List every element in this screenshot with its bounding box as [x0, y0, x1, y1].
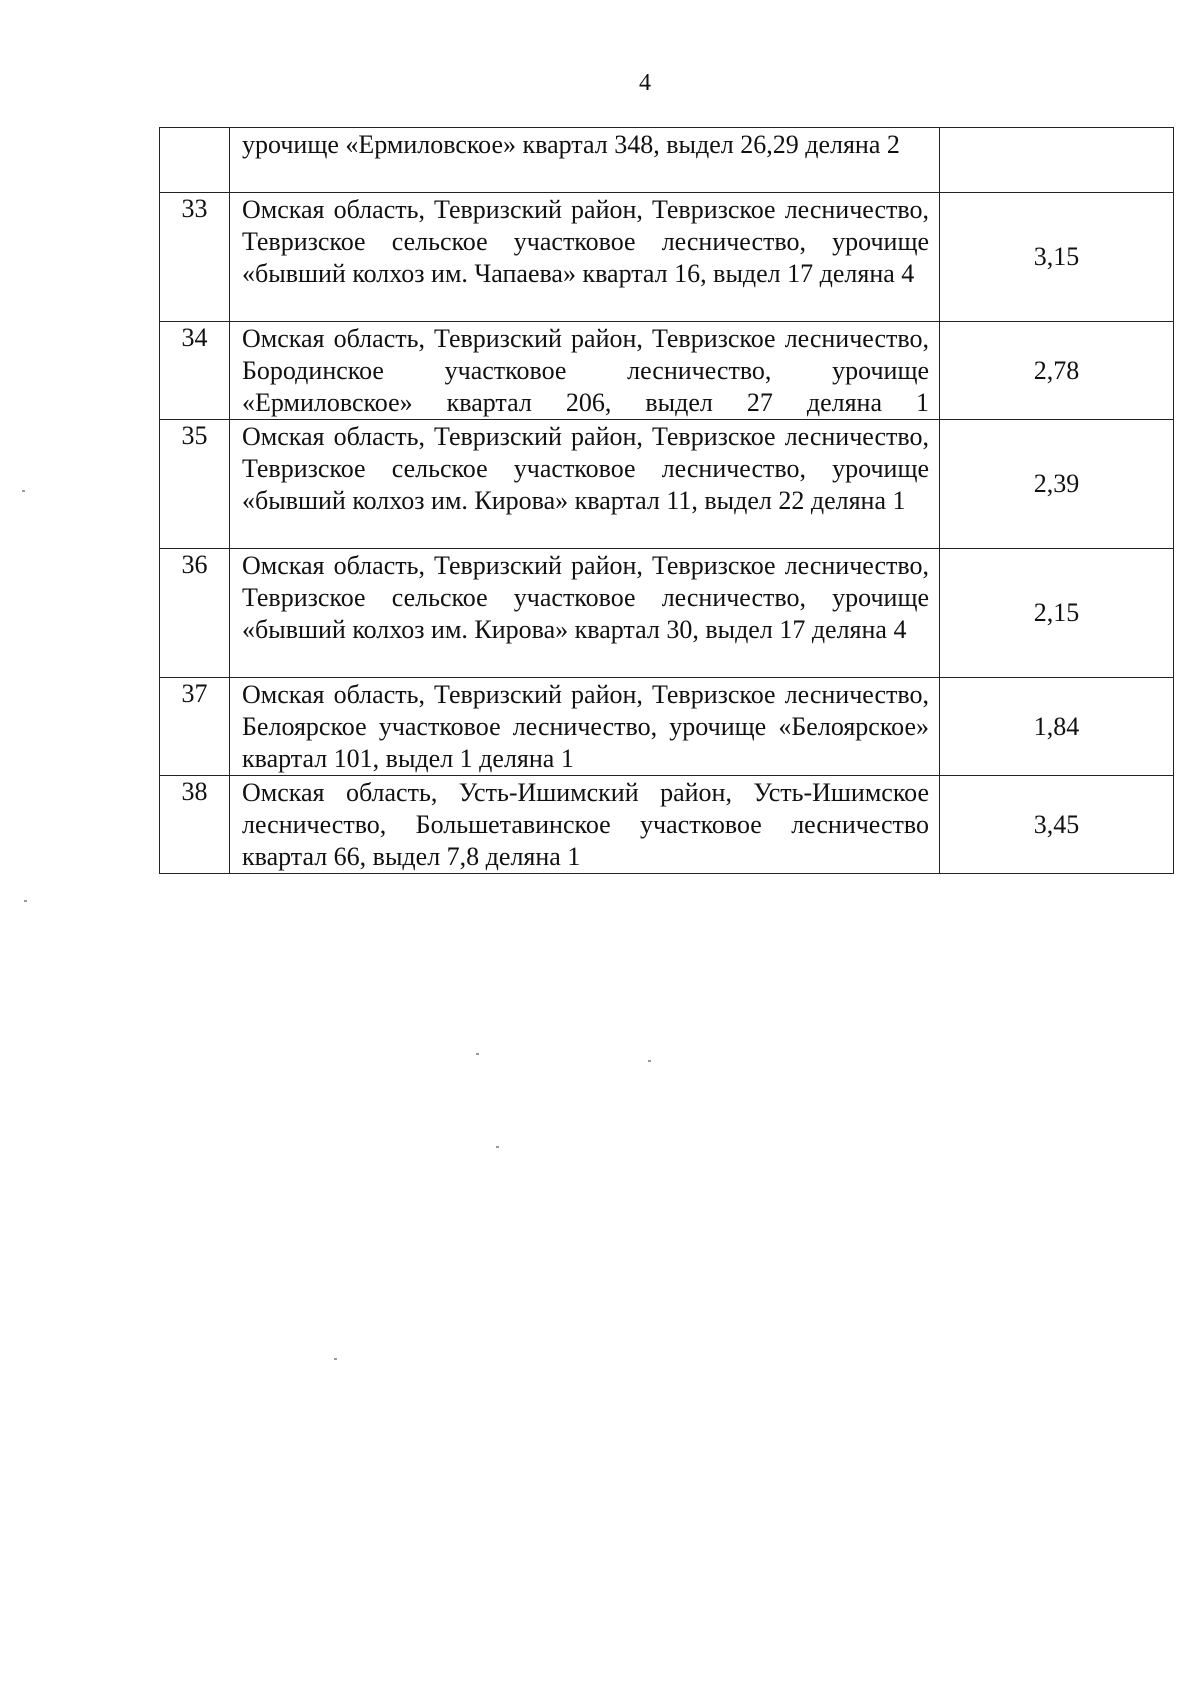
- plot-location: урочище «Ермиловское» квартал 348, выдел 26,29 деляна 2: [242, 130, 900, 159]
- table-row: [160, 322, 1174, 420]
- row-number: 38: [160, 776, 230, 874]
- scan-speck: [22, 490, 25, 492]
- scan-speck: [334, 1358, 337, 1360]
- row-number: 36: [160, 549, 230, 678]
- row-number: 34: [160, 322, 230, 420]
- row-number: 35: [160, 420, 230, 549]
- plot-location: Омская область, Тевризский район, Тевризское лесничество, Бородинское участковое лесничество, урочище «Ермиловское» квартал 206, выдел 27 деляна 1: [242, 324, 929, 417]
- plot-location: Омская область, Тевризский район, Тевризское лесничество, Белоярское участковое лесничество, урочище «Белоярское» квартал 101, выдел 1 деляна 1: [242, 680, 929, 773]
- plot-area: 1,84: [940, 678, 1174, 776]
- scan-speck: [648, 1060, 651, 1062]
- plot-area: 2,15: [940, 549, 1174, 678]
- page-number: 4: [639, 70, 651, 96]
- row-number: [160, 128, 230, 193]
- table-row: [160, 549, 1174, 678]
- plot-area: [940, 128, 1174, 193]
- table-row: [160, 420, 1174, 549]
- scan-speck: [496, 1146, 499, 1148]
- plot-location: Омская область, Тевризский район, Тевризское лесничество, Тевризское сельское участковое лесничество, урочище «бывший колхоз им. Чапаева» квартал 16, выдел 17 деляна 4: [242, 195, 929, 288]
- table-row: [160, 776, 1174, 874]
- table-row: [160, 678, 1174, 776]
- row-number: 37: [160, 678, 230, 776]
- plot-area: 2,78: [940, 322, 1174, 420]
- table-row: [160, 128, 1174, 193]
- table-row: [160, 193, 1174, 322]
- plot-area: 3,15: [940, 193, 1174, 322]
- plot-area: 3,45: [940, 776, 1174, 874]
- row-number: 33: [160, 193, 230, 322]
- plot-area: 2,39: [940, 420, 1174, 549]
- plot-location: Омская область, Тевризский район, Тевризское лесничество, Тевризское сельское участковое лесничество, урочище «бывший колхоз им. Кирова» квартал 30, выдел 17 деляна 4: [242, 551, 929, 644]
- scan-speck: [24, 900, 27, 902]
- plot-location: Омская область, Тевризский район, Тевризское лесничество, Тевризское сельское участковое лесничество, урочище «бывший колхоз им. Кирова» квартал 11, выдел 22 деляна 1: [242, 422, 929, 515]
- forest-plots-table: [159, 127, 1174, 874]
- scan-speck: [476, 1053, 479, 1055]
- plot-location: Омская область, Усть-Ишимский район, Усть-Ишимское лесничество, Большетавинское участковое лесничество квартал 66, выдел 7,8 деляна 1: [242, 778, 929, 871]
